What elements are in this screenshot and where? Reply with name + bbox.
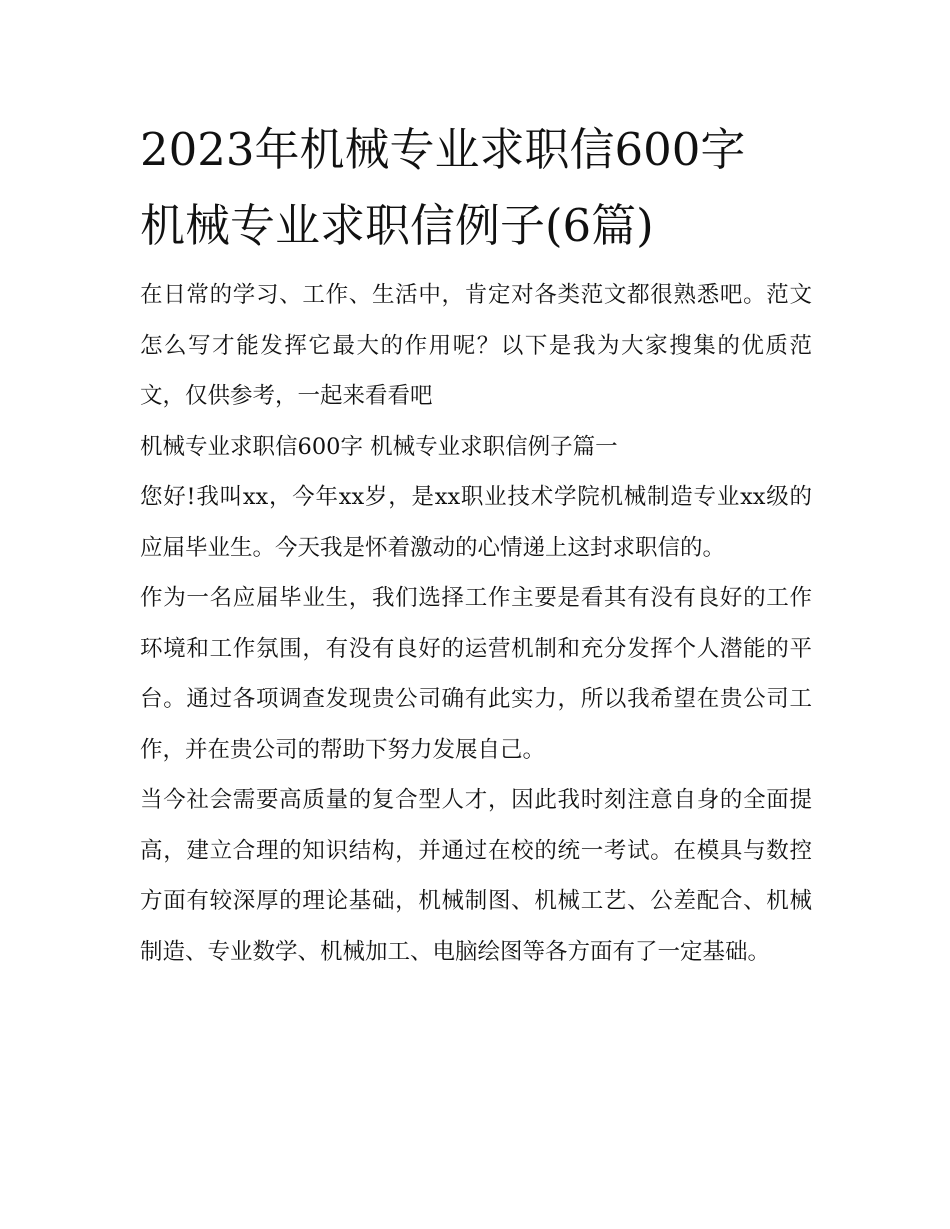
document-page: [140, 112, 812, 977]
section-heading: 机械专业求职信600字 机械专业求职信例子篇一: [140, 433, 618, 460]
body-paragraph-skills: 当今社会需要高质量的复合型人才，因此我时刻注意自身的全面提高，建立合理的知识结构，并通过在校的统一考试。在模具与数控方面有较深厚的理论基础，机械制图、机械工艺、公差配合、机械制造、专业数学、机械加工、电脑绘图等各方面有了一定基础。: [140, 787, 812, 965]
body-paragraph-greeting: 您好!我叫xx，今年xx岁，是xx职业技术学院机械制造专业xx级的应届毕业生。今天我是怀着激动的心情递上这封求职信的。: [140, 484, 812, 561]
intro-paragraph: 在日常的学习、工作、生活中，肯定对各类范文都很熟悉吧。范文怎么写才能发挥它最大的作用呢？以下是我为大家搜集的优质范文，仅供参考，一起来看看吧: [140, 282, 812, 409]
document-title: [140, 112, 812, 264]
document-title-line-1: 2023年机械专业求职信600字: [140, 123, 746, 176]
document-title-line-2: 机械专业求职信例子(6篇): [140, 199, 654, 252]
body-paragraph-motivation: 作为一名应届毕业生，我们选择工作主要是看其有没有良好的工作环境和工作氛围，有没有良好的运营机制和充分发挥个人潜能的平台。通过各项调查发现贵公司确有此实力，所以我希望在贵公司工作，并在贵公司的帮助下努力发展自己。: [140, 585, 812, 763]
